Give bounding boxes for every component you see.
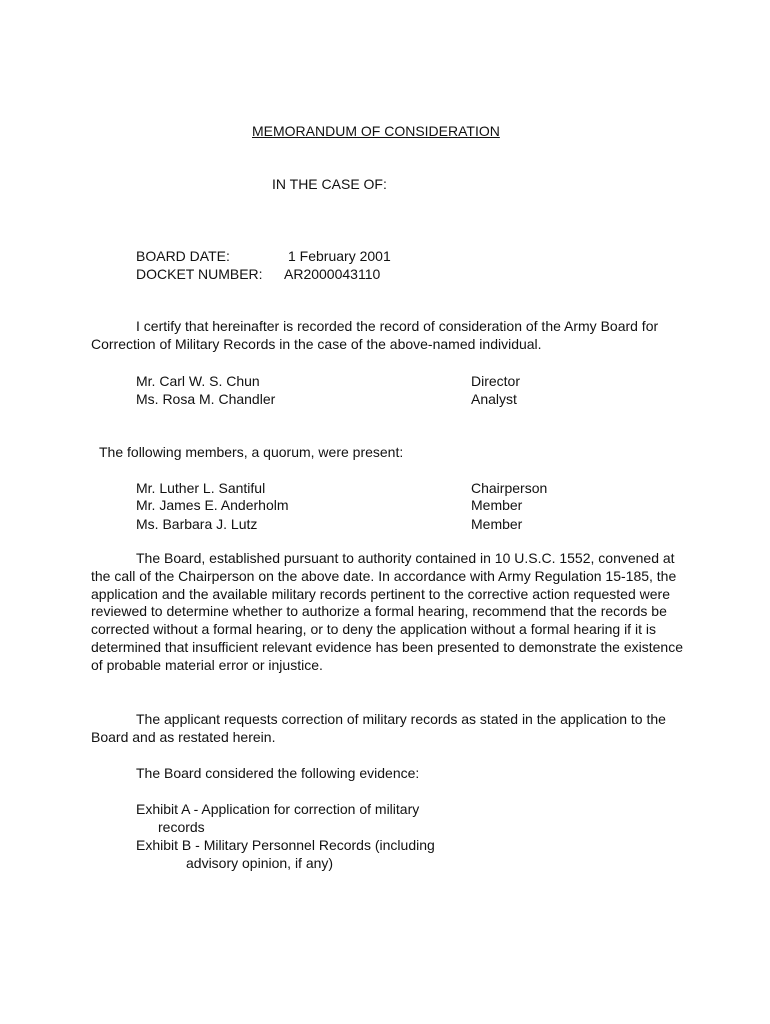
member-role: Chairperson	[471, 480, 548, 496]
member-name: Mr. James E. Anderholm	[136, 497, 289, 513]
member-name: Mr. Luther L. Santiful	[136, 480, 266, 496]
evidence-intro: The Board considered the following evidence:	[136, 765, 420, 781]
exhibit-b-line1: Exhibit B - Military Personnel Records (including	[136, 837, 435, 853]
case-line: IN THE CASE OF:	[272, 176, 387, 192]
quorum-line: The following members, a quorum, were present:	[99, 444, 404, 460]
board-date-label: BOARD DATE:	[136, 248, 230, 264]
applicant-paragraph: The applicant requests correction of military records as stated in the application to the Board and as restated herein.	[91, 711, 666, 745]
docket-number-label: DOCKET NUMBER:	[136, 266, 263, 282]
board-date-value: 1 February 2001	[288, 248, 391, 264]
member-role: Member	[471, 497, 523, 513]
exhibit-b-line2: advisory opinion, if any)	[186, 855, 334, 871]
staff-name: Ms. Rosa M. Chandler	[136, 391, 276, 407]
staff-role: Analyst	[471, 391, 517, 407]
memo-title: MEMORANDUM OF CONSIDERATION	[252, 123, 500, 139]
member-name: Ms. Barbara J. Lutz	[136, 516, 258, 532]
member-role: Member	[471, 516, 523, 532]
staff-role: Director	[471, 373, 521, 389]
board-paragraph: The Board, established pursuant to authority contained in 10 U.S.C. 1552, convened at the call of the Chairperson on the above date. In accordance with Army Regulation 15-185, the application and the available military records pertinent to the corrective action requested were reviewed to determine whether to authorize a formal hearing, recommend that the records be corrected without a formal hearing, or to deny the application without a formal hearing if it is determined that insufficient relevant evidence has been presented to demonstrate the existence of probable material error or injustice.	[91, 550, 684, 673]
docket-number-value: AR2000043110	[284, 266, 381, 282]
exhibit-a-line1: Exhibit A - Application for correction of military	[136, 801, 420, 817]
exhibit-a-line2: records	[158, 819, 205, 835]
staff-name: Mr. Carl W. S. Chun	[136, 373, 260, 389]
certify-paragraph: I certify that hereinafter is recorded the record of consideration of the Army Board for Correction of Military Records in the case of the above-named individual.	[91, 318, 659, 352]
